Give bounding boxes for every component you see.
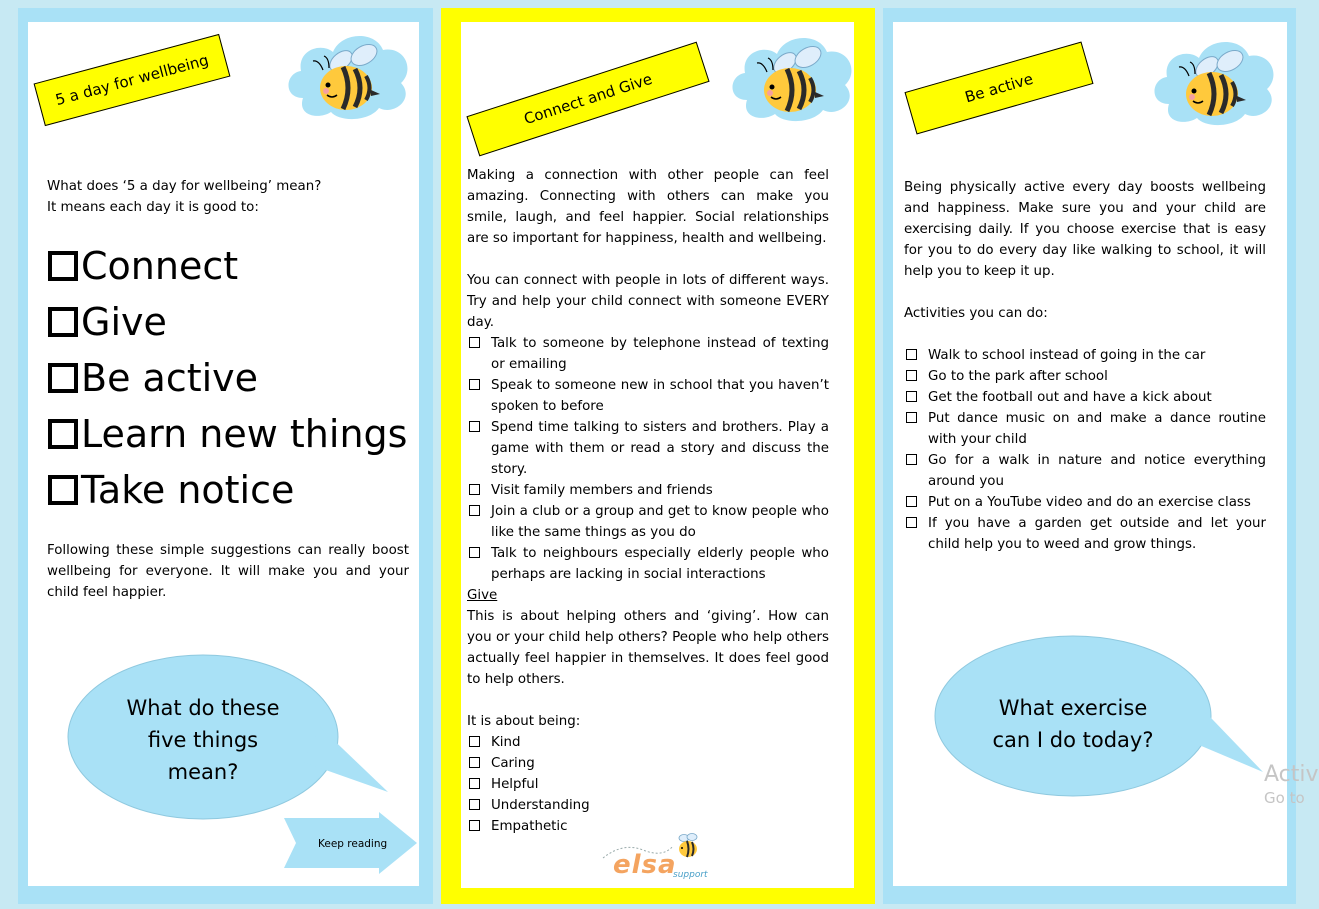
- keep-reading-label[interactable]: Keep reading: [318, 838, 388, 850]
- checkbox-icon: [469, 820, 480, 831]
- checkbox-icon: [906, 370, 917, 381]
- being-intro: It is about being:: [467, 714, 581, 729]
- give-heading: Give: [467, 588, 498, 603]
- five-ways-list: [48, 238, 407, 518]
- checkbox-icon: [469, 799, 480, 810]
- checkbox-icon: [469, 736, 480, 747]
- elsa-logo: elsa support: [611, 830, 721, 885]
- checkbox-icon: [906, 454, 917, 465]
- paragraph-ways: You can connect with people in lots of different ways. Try and help your child connect with someone EVERY day.: [467, 273, 829, 330]
- list-item: Learn new things: [48, 406, 407, 462]
- paragraph-connect: Making a connection with other people can feel amazing. Connecting with others can make you smile, laugh, and feel happier. Social relationships are so important for happiness, health and wellbeing.: [467, 168, 829, 246]
- list-item: Walk to school instead of going in the car: [904, 345, 1266, 366]
- checkbox-icon: [469, 484, 480, 495]
- title-banner: [34, 34, 231, 126]
- list-item: Get the football out and have a kick about: [904, 387, 1266, 408]
- panel-title: 5 a day for wellbeing: [53, 50, 211, 110]
- checkbox-icon: [48, 363, 78, 393]
- list-item: Speak to someone new in school that you haven’t spoken to before: [467, 375, 829, 417]
- list-item: Connect: [48, 238, 407, 294]
- list-item: If you have a garden get outside and let your child help you to weed and grow things.: [904, 513, 1266, 555]
- checkbox-icon: [906, 349, 917, 360]
- checkbox-icon: [48, 419, 78, 449]
- bee-icon: [1149, 34, 1279, 129]
- checkbox-icon: [469, 337, 480, 348]
- title-banner: [466, 42, 709, 157]
- checkbox-icon: [469, 421, 480, 432]
- activities-intro: Activities you can do:: [904, 306, 1048, 321]
- page-five-a-day: [28, 22, 419, 886]
- bee-icon: [283, 28, 413, 123]
- being-list: [467, 732, 667, 837]
- list-item: Caring: [467, 753, 667, 774]
- checkbox-icon: [48, 475, 78, 505]
- checkbox-icon: [469, 757, 480, 768]
- list-item: Go to the park after school: [904, 366, 1266, 387]
- bubble-text: What exercise can I do today?: [992, 696, 1154, 752]
- checkbox-icon: [469, 778, 480, 789]
- bee-icon: [727, 30, 857, 125]
- checkbox-icon: [906, 496, 917, 507]
- list-item: Empathetic: [467, 816, 667, 837]
- panel-title: Connect and Give: [521, 69, 655, 129]
- list-item: Join a club or a group and get to know people who like the same things as you do: [467, 501, 829, 543]
- page-be-active: [893, 22, 1287, 886]
- list-item: Be active: [48, 350, 407, 406]
- checkbox-icon: [469, 547, 480, 558]
- list-item: Go for a walk in nature and notice everything around you: [904, 450, 1266, 492]
- activation-watermark: Activ Go to: [1264, 762, 1319, 807]
- body-text: Following these simple suggestions can really boost wellbeing for everyone. It will make you and your child feel happier.: [47, 543, 409, 600]
- checkbox-icon: [906, 391, 917, 402]
- list-item: Visit family members and friends: [467, 480, 829, 501]
- list-item: Kind: [467, 732, 667, 753]
- checkbox-icon: [48, 251, 78, 281]
- paragraph-active: Being physically active every day boosts wellbeing and happiness. Make sure you and your child are exercising daily. If you choose exercise that is easy for you to do every day like walking to school, it will help you to keep it up.: [904, 180, 1266, 279]
- checkbox-icon: [48, 307, 78, 337]
- checkbox-icon: [469, 379, 480, 390]
- list-item: Understanding: [467, 795, 667, 816]
- list-item: Give: [48, 294, 407, 350]
- checkbox-icon: [906, 412, 917, 423]
- list-item: Take notice: [48, 462, 407, 518]
- bubble-text: What do these five things mean?: [126, 696, 280, 784]
- title-banner: [904, 41, 1093, 134]
- list-item: Helpful: [467, 774, 667, 795]
- page-connect-give: [461, 22, 854, 888]
- list-item: Put on a YouTube video and do an exercise class: [904, 492, 1266, 513]
- give-paragraph: This is about helping others and ‘giving’. How can you or your child help others? People who help others actually feel happier in themselves. It does feel good to help others.: [467, 609, 829, 687]
- connect-list: [467, 333, 829, 585]
- list-item: Put dance music on and make a dance routine with your child: [904, 408, 1266, 450]
- intro-question: What does ‘5 a day for wellbeing’ mean?: [47, 179, 322, 194]
- panel-title: Be active: [962, 69, 1036, 107]
- list-item: Talk to neighbours especially elderly people who perhaps are lacking in social interactions: [467, 543, 829, 585]
- intro-answer: It means each day it is good to:: [47, 200, 259, 215]
- list-item: Talk to someone by telephone instead of texting or emailing: [467, 333, 829, 375]
- activities-list: [904, 345, 1266, 555]
- checkbox-icon: [906, 517, 917, 528]
- checkbox-icon: [469, 505, 480, 516]
- list-item: Spend time talking to sisters and brothers. Play a game with them or read a story and discuss the story.: [467, 417, 829, 480]
- small-bee-icon: [673, 832, 703, 860]
